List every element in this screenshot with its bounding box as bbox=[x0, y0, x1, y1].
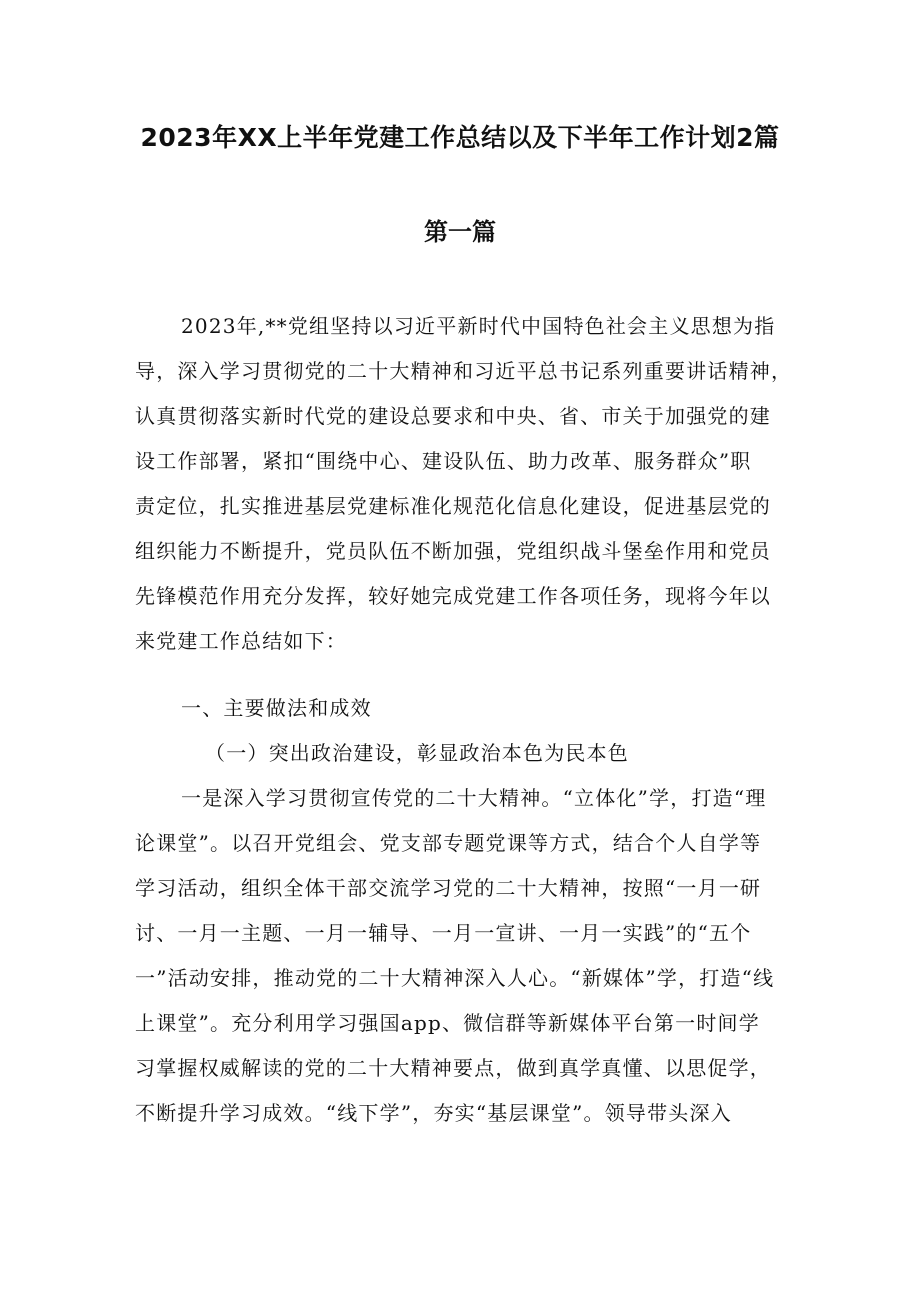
text-line: 责定位，扎实推进基层党建标准化规范化信息化建设，促进基层党的 bbox=[135, 494, 771, 518]
text-line: 一”活动安排，推动党的二十大精神深入人心。“新媒体”学，打造“线 bbox=[135, 966, 775, 990]
text-line: 一是深入学习贯彻宣传党的二十大精神。“立体化”学，打造“理 bbox=[181, 786, 767, 810]
section-heading bbox=[135, 688, 800, 728]
text-line: 习掌握权威解读的党的二十大精神要点，做到真学真懂、以思促学， bbox=[135, 1056, 771, 1080]
text-line: 设工作部署，紧扣“围绕中心、建设队伍、助力改革、服务群众”职 bbox=[135, 449, 752, 473]
section-title: 第一篇 bbox=[424, 218, 496, 246]
text-line: 上课堂”。充分利用学习强国app、微信群等新媒体平台第一时间学 bbox=[135, 1011, 760, 1035]
document-title: 2023年XX上半年党建工作总结以及下半年工作计划2篇 bbox=[140, 123, 780, 152]
text-line: 导，深入学习贯彻党的二十大精神和习近平总书记系列重要讲话精神， bbox=[135, 359, 793, 383]
text-line: 来党建工作总结如下： bbox=[135, 629, 347, 653]
text-line: 学习活动，组织全体干部交流学习党的二十大精神，按照“一月一研 bbox=[135, 876, 762, 900]
subsection-heading bbox=[135, 733, 800, 773]
text-line: 认真贯彻落实新时代党的建设总要求和中央、省、市关于加强党的建 bbox=[135, 404, 771, 428]
text-line: 2023年,**党组坚持以习近平新时代中国特色社会主义思想为指 bbox=[181, 314, 776, 338]
paragraph-intro bbox=[135, 306, 800, 653]
heading-line: 一、主要做法和成效 bbox=[181, 696, 372, 720]
text-line: 讨、一月一主题、一月一辅导、一月一宣讲、一月一实践”的“五个 bbox=[135, 921, 752, 945]
subheading-line: （一）突出政治建设，彰显政治本色为民本色 bbox=[205, 741, 629, 765]
text-line: 先锋模范作用充分发挥，较好她完成党建工作各项任务，现将今年以 bbox=[135, 584, 771, 608]
text-line: 论课堂”。以召开党组会、党支部专题党课等方式，结合个人自学等 bbox=[135, 831, 762, 855]
paragraph-study bbox=[135, 778, 800, 1138]
text-line: 不断提升学习成效。“线下学”，夯实“基层课堂”。领导带头深入 bbox=[135, 1101, 732, 1125]
text-line: 组织能力不断提升，党员队伍不断加强，党组织战斗堡垒作用和党员 bbox=[135, 539, 771, 563]
